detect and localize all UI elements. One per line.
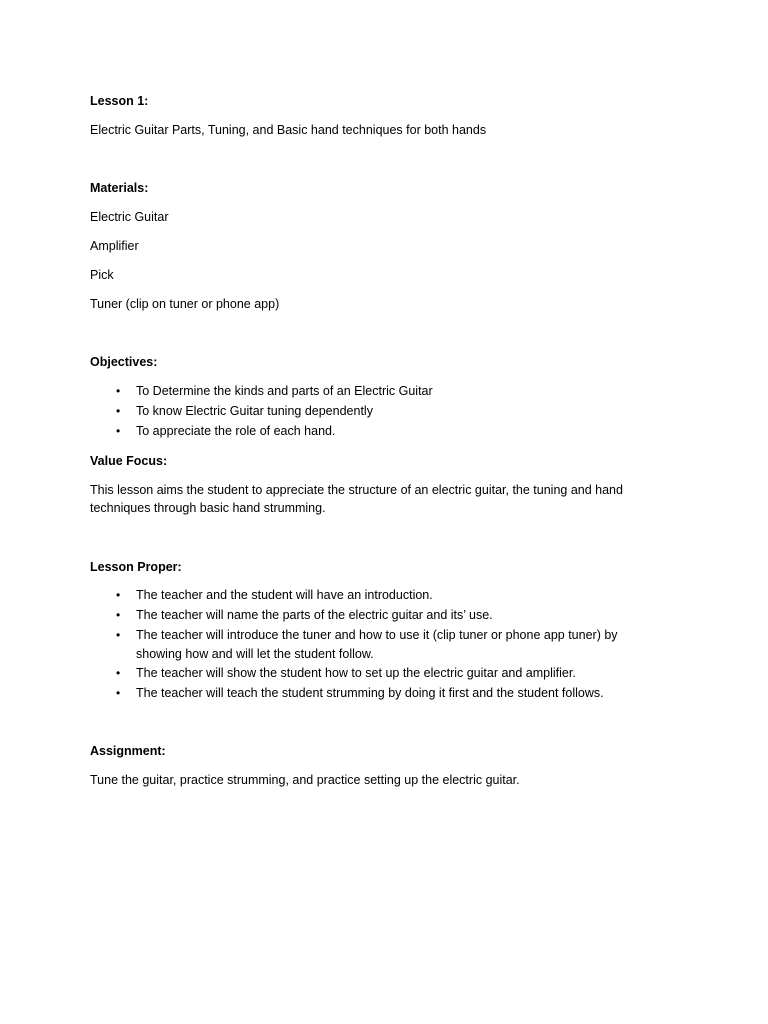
list-item (90, 422, 650, 442)
list-item-text: To know Electric Guitar tuning dependently (136, 404, 373, 418)
list-item (90, 626, 650, 664)
bullet-icon: • (116, 424, 121, 438)
list-item-text: The teacher will teach the student strumming by doing it first and the student follows. (136, 686, 604, 700)
bullet-icon: • (116, 686, 121, 700)
value-focus-heading: Value Focus: (90, 454, 168, 468)
bullet-icon: • (116, 628, 121, 642)
bullet-icon: • (116, 666, 121, 680)
assignment-text: Tune the guitar, practice strumming, and practice setting up the electric guitar. (90, 773, 520, 787)
list-item (90, 664, 650, 684)
objectives-list (90, 382, 650, 442)
list-item (90, 402, 650, 422)
materials-heading: Materials: (90, 181, 149, 195)
list-item (90, 606, 650, 626)
bullet-icon: • (116, 608, 121, 622)
objectives-heading: Objectives: (90, 355, 158, 369)
lesson-proper-heading: Lesson Proper: (90, 560, 182, 574)
assignment-heading: Assignment: (90, 744, 166, 758)
material-item: Electric Guitar (90, 210, 169, 224)
list-item-text: To Determine the kinds and parts of an Electric Guitar (136, 384, 433, 398)
material-item: Amplifier (90, 239, 139, 253)
list-item (90, 586, 650, 606)
list-item-text: The teacher will show the student how to set up the electric guitar and amplifier. (136, 666, 576, 680)
list-item-text: The teacher will name the parts of the electric guitar and its’ use. (136, 608, 493, 622)
material-item: Pick (90, 268, 114, 282)
list-item (90, 684, 650, 704)
material-item: Tuner (clip on tuner or phone app) (90, 297, 280, 311)
list-item-text: The teacher will introduce the tuner and how to use it (clip tuner or phone app tuner) by showing how and will let the student follow. (136, 628, 618, 661)
list-item-text: To appreciate the role of each hand. (136, 424, 336, 438)
lesson-title: Lesson 1: (90, 94, 149, 108)
bullet-icon: • (116, 404, 121, 418)
list-item-text: The teacher and the student will have an introduction. (136, 588, 433, 602)
lesson-subtitle: Electric Guitar Parts, Tuning, and Basic hand techniques for both hands (90, 123, 487, 137)
value-focus-text: This lesson aims the student to appreciate the structure of an electric guitar, the tuning and hand techniques through basic hand strumming. (90, 483, 623, 515)
bullet-icon: • (116, 588, 121, 602)
lesson-proper-list (90, 586, 650, 704)
bullet-icon: • (116, 384, 121, 398)
list-item (90, 382, 650, 402)
